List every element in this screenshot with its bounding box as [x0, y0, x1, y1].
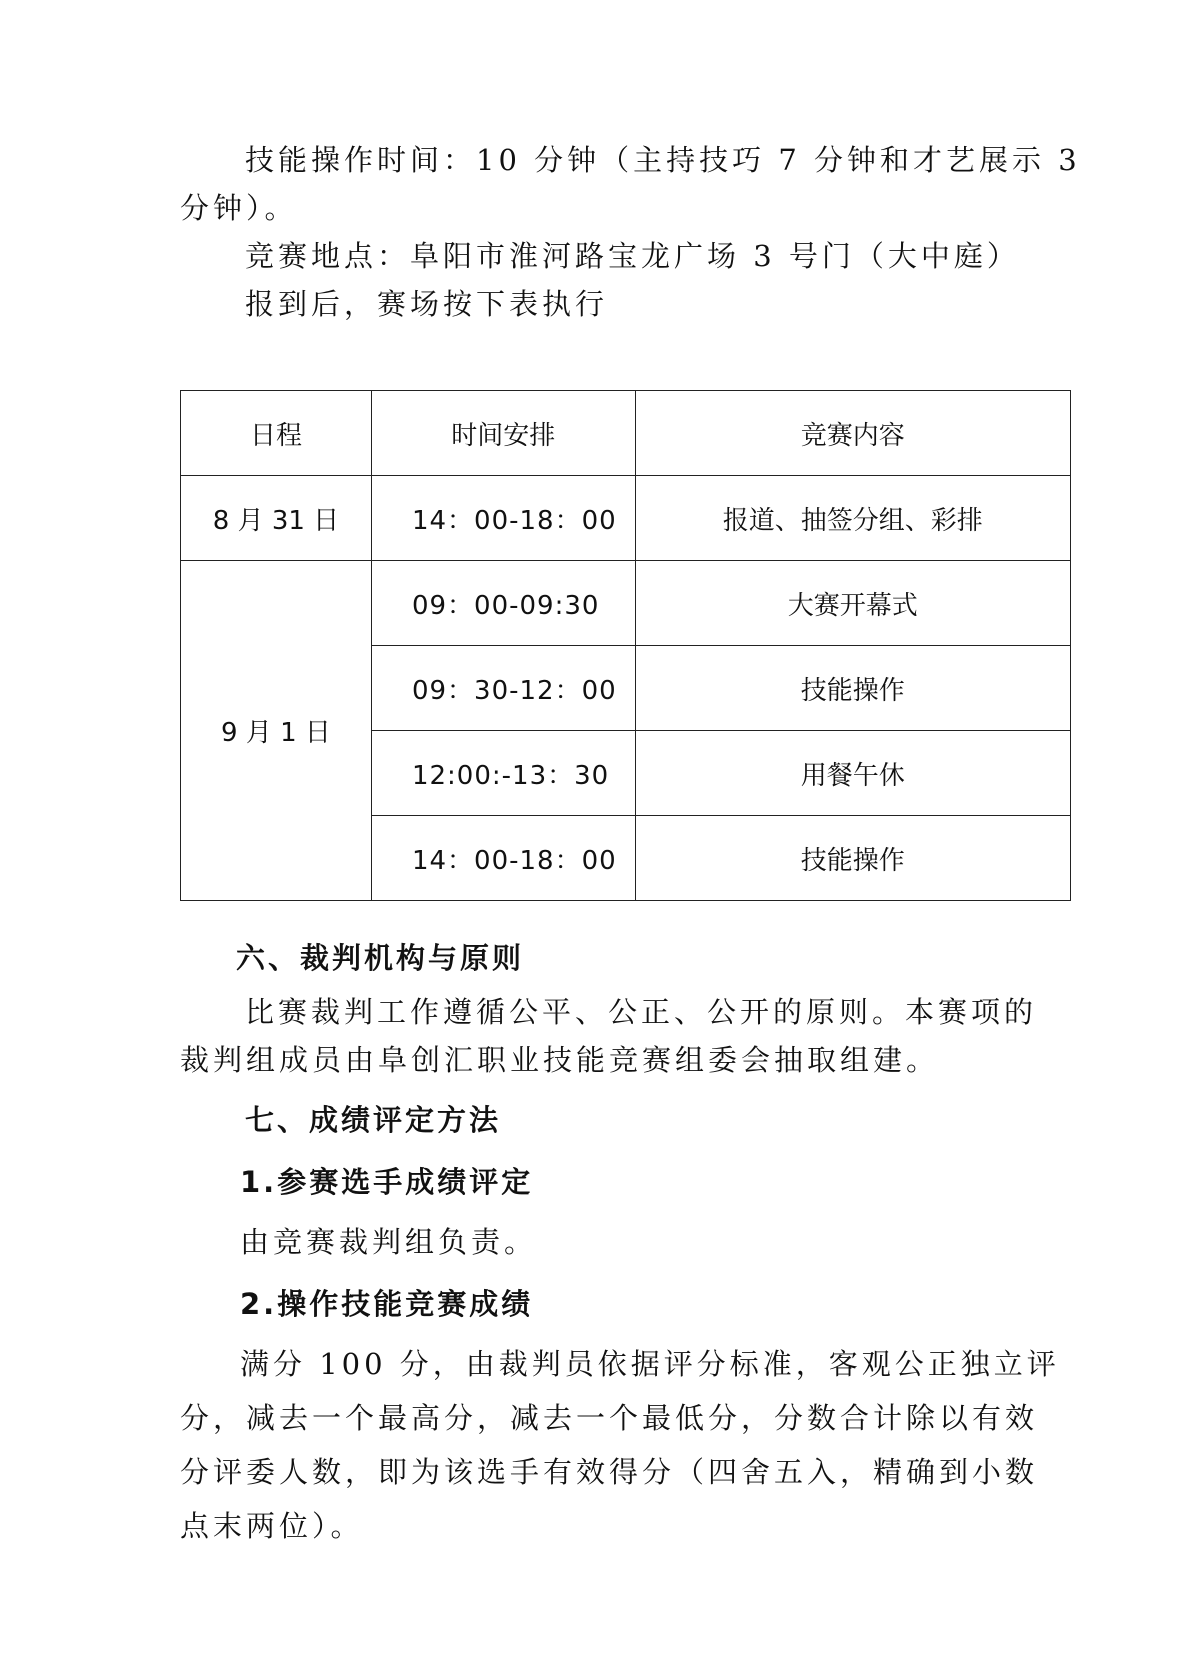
section7-sub2-title: 2.操作技能竞赛成绩: [240, 1287, 534, 1321]
header-day: 日程: [181, 391, 372, 476]
section7-sub1-title: 1.参赛选手成绩评定: [240, 1165, 534, 1199]
schedule-table: [180, 390, 1071, 901]
day2-row2-time: 09：30-12：00: [371, 646, 635, 731]
header-time: 时间安排: [371, 391, 635, 476]
section7-sub2-line-2: 分，减去一个最高分，减去一个最低分，分数合计除以有效: [180, 1401, 1039, 1435]
after-registration-line: 报到后，赛场按下表执行: [245, 287, 609, 321]
table-row: [181, 561, 1071, 646]
venue-line: 竞赛地点：阜阳市淮河路宝龙广场 3 号门（大中庭）: [245, 239, 1020, 273]
skill-time-line-1: 技能操作时间：10 分钟（主持技巧 7 分钟和才艺展示 3: [245, 143, 1081, 177]
section7-sub2-line-3: 分评委人数，即为该选手有效得分（四舍五入，精确到小数: [180, 1455, 1039, 1489]
table-row: [181, 476, 1071, 561]
day1-date: 8 月 31 日: [181, 476, 372, 561]
table-header-row: [181, 391, 1071, 476]
day2-row2-content: 技能操作: [635, 646, 1070, 731]
day2-row4-time: 14：00-18：00: [371, 816, 635, 901]
day2-date: 9 月 1 日: [181, 561, 372, 901]
skill-time-line-2: 分钟）。: [180, 191, 298, 225]
section7-sub2-line-4: 点末两位）。: [180, 1509, 364, 1543]
day2-row1-content: 大赛开幕式: [635, 561, 1070, 646]
day1-time: 14：00-18：00: [371, 476, 635, 561]
section7-sub2-line-1: 满分 100 分，由裁判员依据评分标准，客观公正独立评: [240, 1347, 1060, 1381]
day2-row3-content: 用餐午休: [635, 731, 1070, 816]
day2-row1-time: 09：00-09:30: [371, 561, 635, 646]
section6-line-2: 裁判组成员由阜创汇职业技能竞赛组委会抽取组建。: [180, 1043, 940, 1077]
day1-content: 报道、抽签分组、彩排: [635, 476, 1070, 561]
section6-line-1: 比赛裁判工作遵循公平、公正、公开的原则。本赛项的: [245, 995, 1038, 1029]
section7-title: 七、成绩评定方法: [245, 1103, 502, 1137]
day2-row4-content: 技能操作: [635, 816, 1070, 901]
section6-title: 六、裁判机构与原则: [236, 941, 525, 975]
header-content: 竞赛内容: [635, 391, 1070, 476]
section7-sub1-text: 由竞赛裁判组负责。: [240, 1225, 538, 1259]
day2-row3-time: 12:00:-13：30: [371, 731, 635, 816]
